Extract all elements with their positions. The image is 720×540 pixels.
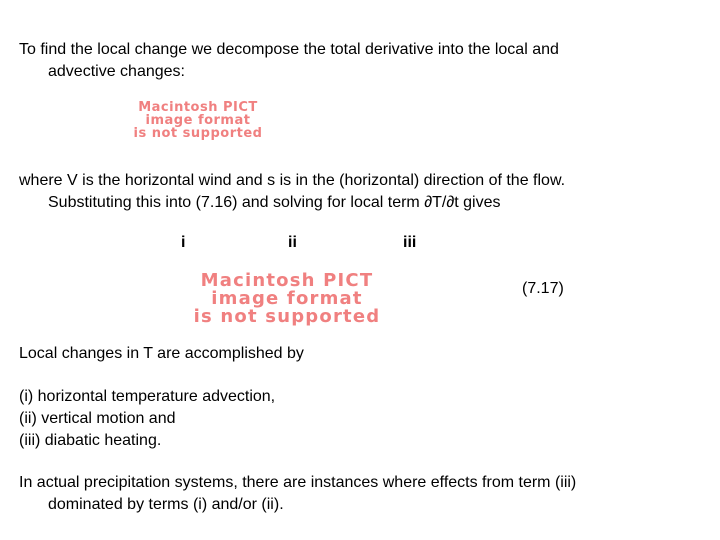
mechanism-list [19,386,275,452]
intro-paragraph [19,39,559,83]
pict2-line-3: is not supported [193,306,381,327]
pict2-line-1: Macintosh PICT [200,270,374,291]
list-item: (ii) vertical motion and [19,410,176,427]
equation-number: (7.17) [522,280,564,297]
unsupported-image-placeholder-2 [100,272,474,326]
closing-paragraph [19,472,576,516]
pict1-line-1: Macintosh PICT [138,100,258,115]
pict1-line-3: is not supported [133,126,263,141]
intro-line-1: To find the local change we decompose the total derivative into the local and [19,41,559,58]
local-changes-line: Local changes in T are accomplished by [19,345,304,362]
term-label-iii: iii [403,234,417,251]
closing-line-2: dominated by terms (i) and/or (ii). [48,496,284,513]
intro-line-2: advective changes: [48,63,185,80]
closing-line-1: In actual precipitation systems, there are instances where effects from term (iii) [19,474,577,491]
term-label-i: i [181,234,186,251]
where-line-2: Substituting this into (7.16) and solving for local term ∂T/∂t gives [48,194,501,211]
list-item: (iii) diabatic heating. [19,432,162,449]
list-item: (i) horizontal temperature advection, [19,388,276,405]
unsupported-image-placeholder-1 [88,101,308,140]
where-paragraph [19,170,565,214]
where-line-1: where V is the horizontal wind and s is in the (horizontal) direction of the flow. [19,172,566,189]
term-label-ii: ii [288,234,297,251]
local-changes-text [19,343,304,365]
pict1-line-2: image format [145,113,251,128]
pict2-line-2: image format [211,288,363,309]
